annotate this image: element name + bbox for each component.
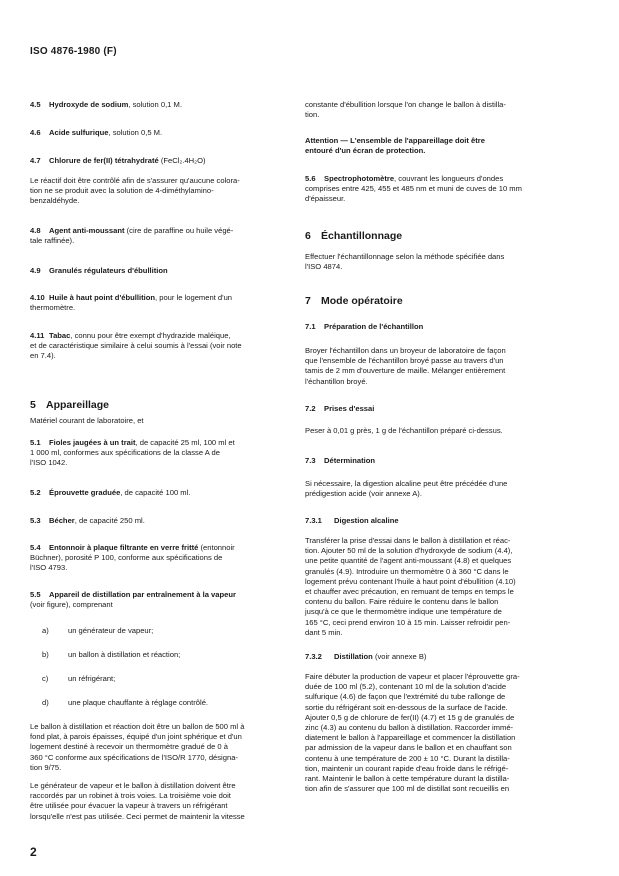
section-7-2-text: Peser à 0,01 g près, 1 g de l'échantillon préparé ci-dessus. xyxy=(305,426,503,435)
section-5-6: 5.6 Spectrophotomètre, couvrant les longueurs d'ondes comprises entre 425, 455 et 485 nm et muni de cuves de 10 mm d'épaisseur. xyxy=(305,174,522,204)
list-item-d: d) une plaque chauffante à réglage contrôlé. xyxy=(42,698,209,707)
list-item-a: a) un générateur de vapeur; xyxy=(42,626,154,635)
section-4-8: 4.8 Agent anti-moussant (cire de paraffine ou huile végé- tale raffinée). xyxy=(30,226,234,246)
section-7-2: 7.2 Prises d'essai xyxy=(305,404,375,413)
attention-note: Attention — L'ensemble de l'appareillage doit être entouré d'un écran de protection. xyxy=(305,136,485,156)
heading-6: 6 Échantillonnage xyxy=(305,230,403,242)
heading-7: 7 Mode opératoire xyxy=(305,295,403,307)
section-5-3: 5.3 Bécher, de capacité 250 ml. xyxy=(30,516,145,525)
section-4-7-text: Le réactif doit être contrôlé afin de s'assurer qu'aucune colora- tion ne se produit avec la solution de 4-diméthylamino- benzaldéhyde. xyxy=(30,176,240,206)
section-4-6: 4.6 Acide sulfurique, solution 0,5 M. xyxy=(30,128,163,137)
paragraph-generateur: Le générateur de vapeur et le ballon à distillation doivent être raccordés par un robinet à trois voies. La troisième voie doit être utilisée pour évacuer la vapeur à travers un réfrigérant lorsqu'elle n'est pas utilisée. Ceci permet de maintenir la vitesse xyxy=(30,781,245,821)
continuation-text: constante d'ébullition lorsque l'on change le ballon à distilla- tion. xyxy=(305,100,506,120)
section-7-3-text: Si nécessaire, la digestion alcaline peut être précédée d'une prédigestion acide (voir annexe A). xyxy=(305,479,508,499)
section-5-intro: Matériel courant de laboratoire, et xyxy=(30,416,144,425)
list-item-b: b) un ballon à distillation et réaction; xyxy=(42,650,181,659)
page-number: 2 xyxy=(30,845,37,859)
section-4-7: 4.7 Chlorure de fer(II) tétrahydraté (FeCl₂.4H₂O) xyxy=(30,156,206,165)
section-4-9: 4.9 Granulés régulateurs d'ébullition xyxy=(30,266,168,275)
section-5-2: 5.2 Éprouvette graduée, de capacité 100 ml. xyxy=(30,488,191,497)
section-4-10: 4.10 Huile à haut point d'ébullition, pour le logement d'un thermomètre. xyxy=(30,293,233,313)
section-7-3: 7.3 Détermination xyxy=(305,456,376,465)
section-5-1: 5.1 Fioles jaugées à un trait, de capacité 25 ml, 100 ml et 1 000 ml, conformes aux spécifications de la classe A de l'ISO 1042. xyxy=(30,438,235,468)
section-5-5: 5.5 Appareil de distillation par entraînement à la vapeur (voir figure), comprenant xyxy=(30,590,236,610)
section-6-text: Effectuer l'échantillonnage selon la méthode spécifiée dans l'ISO 4874. xyxy=(305,252,505,272)
section-7-3-2: 7.3.2 Distillation (voir annexe B) xyxy=(305,652,427,661)
section-4-5: 4.5 Hydroxyde de sodium, solution 0,1 M. xyxy=(30,100,182,109)
section-4-11: 4.11 Tabac, connu pour être exempt d'hydrazide maléique, et de caractéristique similaire à celui soumis à l'essai (voir note en 7.4). xyxy=(30,331,242,361)
section-7-3-2-text: Faire débuter la production de vapeur et placer l'éprouvette gra- duée de 100 ml (5.2), contenant 10 ml de la solution d'acide sulfurique (4.6) de façon que l'extrémité du tube rallonge de sortie du réfrigérant soit en-dessous de la surface de l'acide. Ajouter 0,5 g de chlorure de fer(II) (4.7) et 15 g de granulés de zinc (4.3) au contenu du ballon à distillation. Raccorder immé- diatement le ballon à l'appareillage et commencer la distillation par admission de la vapeur dans le ballon et en chauffant son contenu à une température de 200 ± 10 °C. Durant la distilla- tion, maintenir un courant rapide d'eau froide dans le réfrigé- rant. Maintenir le ballon à cette température durant la distilla- tion afin de s'assurer que 100 ml de distillat sont recueillis en xyxy=(305,672,520,794)
section-5-4: 5.4 Entonnoir à plaque filtrante en verre fritté (entonnoir Büchner), porosité P 100, conforme aux spécifications de l'ISO 4793. xyxy=(30,543,235,573)
paragraph-ballon: Le ballon à distillation et réaction doit être un ballon de 500 ml à fond plat, à parois épaisses, équipé d'un joint sphérique et d'un logement destiné à recevoir un thermomètre gradué de 0 à 360 °C conforme aux spécifications de l'ISO/R 1770, désigna- tion 9/75. xyxy=(30,722,245,772)
heading-5: 5 Appareillage xyxy=(30,399,110,411)
list-item-c: c) un réfrigérant; xyxy=(42,674,116,683)
document-header: ISO 4876-1980 (F) xyxy=(30,46,117,57)
section-7-1-text: Broyer l'échantillon dans un broyeur de laboratoire de façon que l'ensemble de l'échantillon broyé passe au travers d'un tamis de 2 mm d'ouverture de maille. Mélanger entièrement l'échantillon broyé. xyxy=(305,346,506,386)
section-7-3-1-text: Transférer la prise d'essai dans le ballon à distillation et réac- tion. Ajouter 50 ml de la solution d'hydroxyde de sodium (4.4), une petite quantité de l'agent anti-moussant (4.8) et quelques granulés (4.9). Introduire un thermomètre 0 à 360 °C dans le logement prévu contenant l'huile à haut point d'ébullition (4.10) et chauffer avec précaution, en remuant de temps en temps le contenu du ballon. Faire réduire le contenu dans le ballon jusqu'à ce que le thermomètre indique une température de 165 °C, ceci prend environ 10 à 15 min. Laisser refroidir pen- dant 5 min. xyxy=(305,536,516,637)
section-7-1: 7.1 Préparation de l'échantillon xyxy=(305,322,424,331)
section-7-3-1: 7.3.1 Digestion alcaline xyxy=(305,516,399,525)
